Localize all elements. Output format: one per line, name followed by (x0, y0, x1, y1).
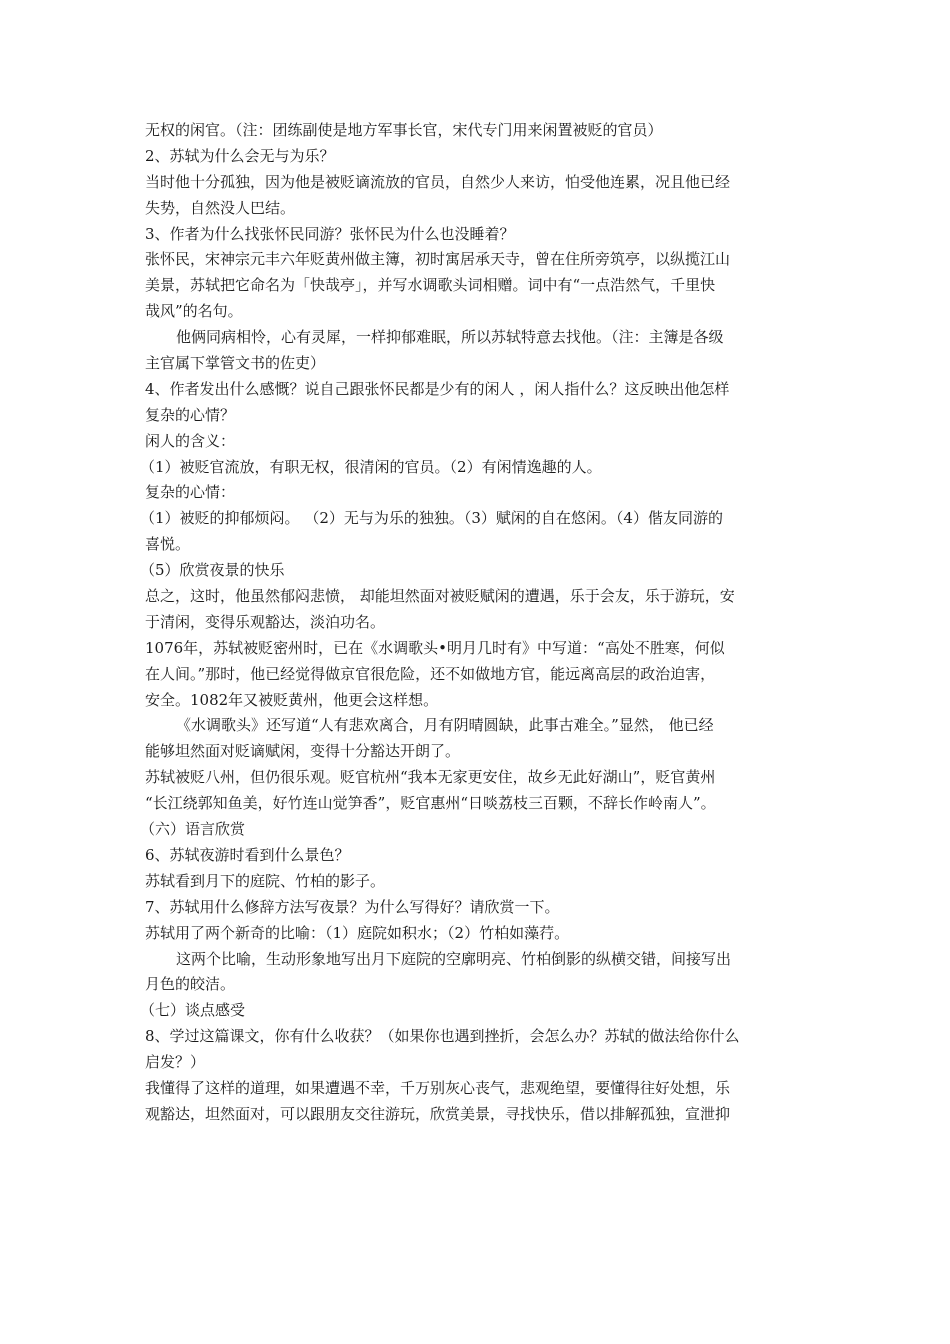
document-body (140, 118, 810, 1128)
question-heading: 7、苏轼用什么修辞方法写夜景？为什么写得好？请欣赏一下。 (145, 897, 560, 916)
text-line: 苏轼被贬八州，但仍很乐观。贬官杭州“我本无家更安住，故乡无此好湖山”，贬官黄州 (145, 768, 716, 787)
text-line: 能够坦然面对贬谪赋闲，变得十分豁达开朗了。 (145, 742, 461, 761)
list-item: （1）被贬的抑郁烦闷。 （2）无与为乐的独独。（3）赋闲的自在悠闲。（4）偕友同游的 (140, 509, 723, 528)
question-heading: 2、苏轼为什么会无与为乐？ (145, 146, 335, 165)
question-heading: 4、作者发出什么感慨？说自己跟张怀民都是少有的闲人 ，闲人指什么？这反映出他怎样 (145, 379, 730, 398)
section-heading: （六）语言欣赏 (140, 820, 246, 839)
text-line: 总之，这时，他虽然郁闷悲愤， 却能坦然面对被贬赋闲的遭遇，乐于会友，乐于游玩，安 (145, 587, 735, 606)
text-line: 张怀民，宋神宗元丰六年贬黄州做主簿，初时寓居承天寺，曾在住所旁筑亭，以纵揽江山 (145, 250, 731, 269)
question-heading: 启发？） (145, 1053, 206, 1072)
text-line: “长江绕郭知鱼美，好竹连山觉笋香”，贬官惠州“日啖荔枝三百颗，不辞长作岭南人”。 (145, 794, 716, 813)
text-line: 安全。1082年又被贬黄州，他更会这样想。 (145, 690, 439, 709)
text-line: 主官属下掌管文书的佐吏） (145, 354, 326, 373)
text-line: 1076年，苏轼被贬密州时，已在《水调歌头•明月几时有》中写道：“高处不胜寒，何似 (145, 638, 725, 657)
question-heading: 3、作者为什么找张怀民同游？张怀民为什么也没睡着？ (145, 224, 515, 243)
text-line: 观豁达，坦然面对，可以跟朋友交往游玩，欣赏美景，寻找快乐，借以排解孤独，宣泄抑 (145, 1104, 731, 1123)
question-heading: 8、学过这篇课文，你有什么收获？（如果你也遇到挫折，会怎么办？苏轼的做法给你什么 (145, 1027, 740, 1046)
question-heading: 复杂的心情？ (145, 405, 236, 424)
text-line: 苏轼看到月下的庭院、竹柏的影子。 (145, 871, 386, 890)
text-line: 哉风”的名句。 (145, 302, 243, 321)
text-line: 在人间。”那时，他已经觉得做京官很危险，还不如做地方官，能远离高层的政治迫害， (145, 664, 716, 683)
list-item: （5）欣赏夜景的快乐 (140, 561, 285, 580)
text-line: 失势，自然没人巴结。 (145, 198, 296, 217)
text-line: 当时他十分孤独，因为他是被贬谪流放的官员，自然少人来访，怕受他连累，况且他已经 (145, 172, 731, 191)
text-line: 于清闲，变得乐观豁达，淡泊功名。 (145, 612, 386, 631)
section-heading: （七）谈点感受 (140, 1001, 246, 1020)
text-line: 闲人的含义： (145, 431, 236, 450)
text-line: 美景，苏轼把它命名为「快哉亭」，并写水调歌头词相赠。词中有“一点浩然气，千里快 (145, 276, 716, 295)
question-heading: 6、苏轼夜游时看到什么景色？ (145, 845, 350, 864)
text-line: 喜悦。 (145, 535, 191, 554)
text-line: 无权的闲官。（注：团练副使是地方军事长官，宋代专门用来闲置被贬的官员） (145, 121, 663, 139)
text-line: 这两个比喻，生动形象地写出月下庭院的空廓明亮、竹柏倒影的纵横交错，间接写出 (176, 949, 732, 968)
list-item: （1）被贬官流放，有职无权，很清闲的官员。（2）有闲情逸趣的人。 (140, 457, 602, 476)
text-line: 《水调歌头》还写道“人有悲欢离合，月有阴晴圆缺，此事古难全。”显然， 他已经 (176, 716, 714, 735)
text-line: 复杂的心情： (145, 483, 236, 502)
text-line: 他俩同病相怜，心有灵犀，一样抑郁难眠，所以苏轼特意去找他。（注：主簿是各级 (176, 328, 724, 347)
text-line: 月色的皎洁。 (145, 975, 236, 994)
text-line: 苏轼用了两个新奇的比喻：（1）庭院如积水；（2）竹柏如藻荇。 (145, 923, 570, 942)
text-line: 我懂得了这样的道理，如果遭遇不幸，千万别灰心丧气，悲观绝望，要懂得往好处想，乐 (145, 1078, 731, 1097)
